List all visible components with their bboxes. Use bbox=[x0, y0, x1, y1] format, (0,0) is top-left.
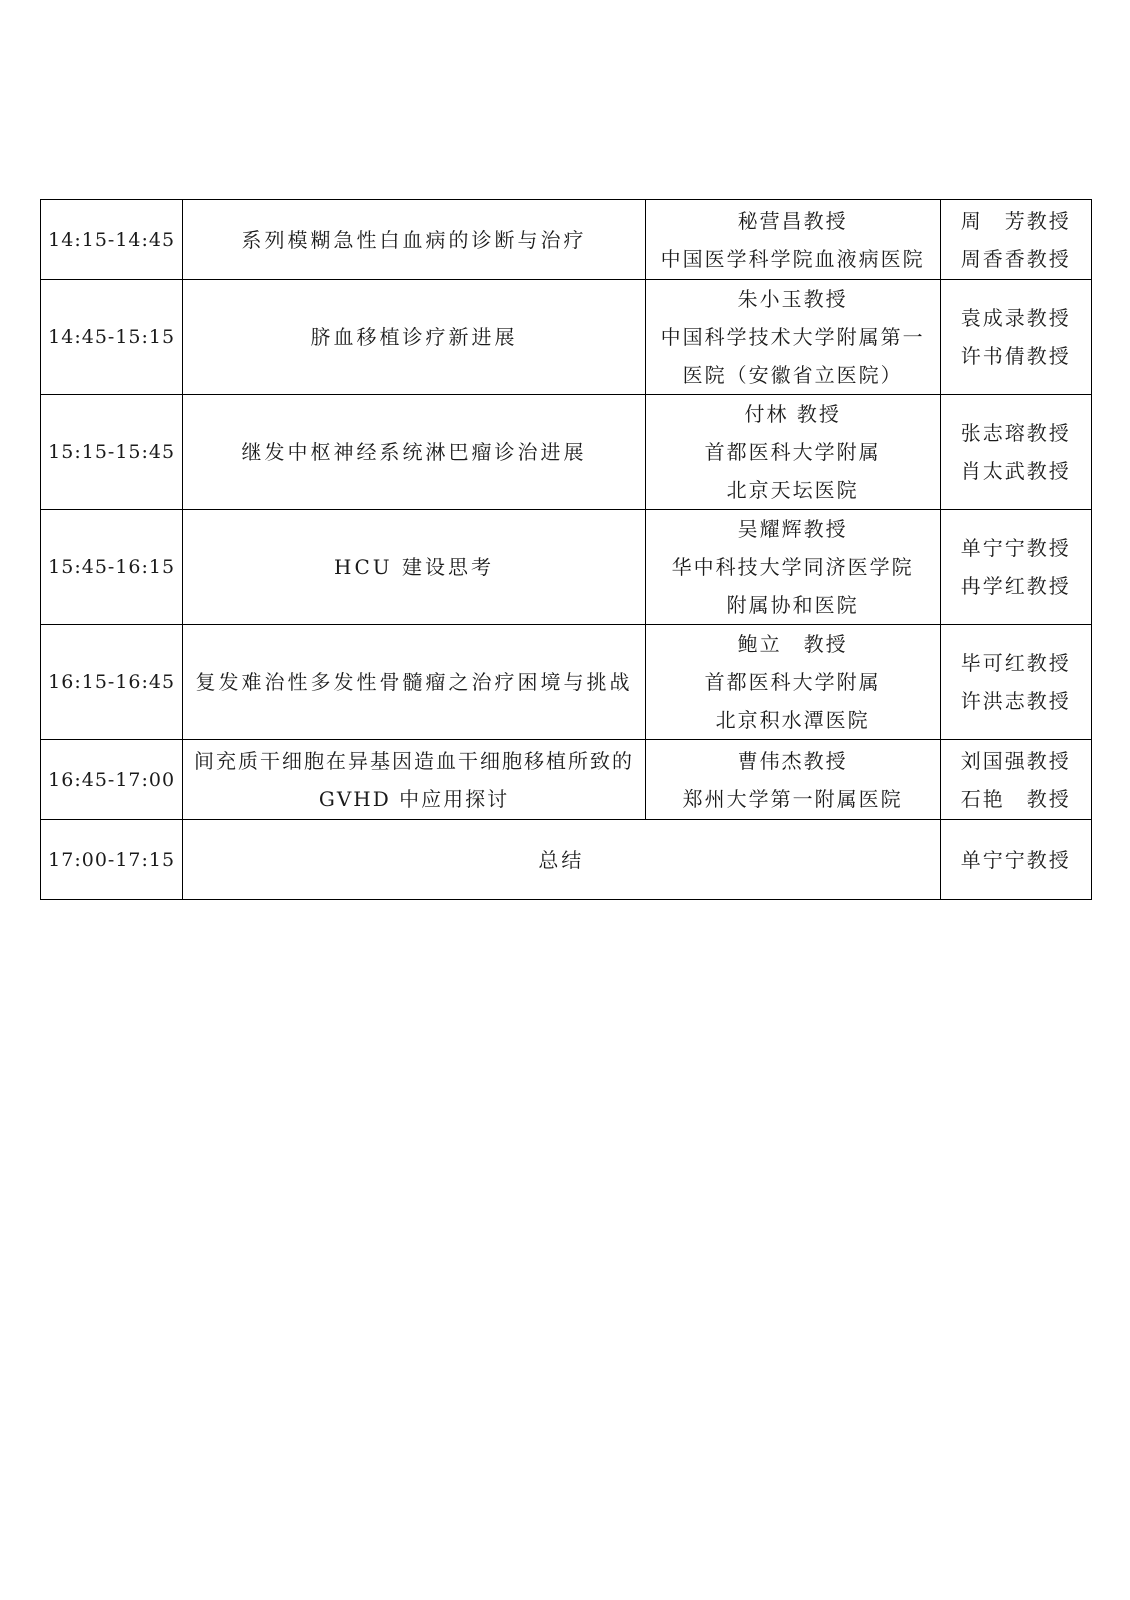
session-chairs: 刘国强教授 石艳 教授 bbox=[940, 740, 1091, 820]
schedule-row bbox=[41, 740, 1092, 820]
session-topic: 继发中枢神经系统淋巴瘤诊治进展 bbox=[183, 395, 645, 510]
schedule-row bbox=[41, 280, 1092, 395]
session-chairs: 单宁宁教授 冉学红教授 bbox=[940, 510, 1091, 625]
session-time: 16:15-16:45 bbox=[41, 625, 183, 740]
session-topic: 系列模糊急性白血病的诊断与治疗 bbox=[183, 200, 645, 280]
session-chairs: 周 芳教授 周香香教授 bbox=[940, 200, 1091, 280]
session-time: 16:45-17:00 bbox=[41, 740, 183, 820]
schedule-table bbox=[40, 199, 1092, 900]
closing-title: 总结 bbox=[183, 820, 940, 900]
session-chairs: 张志瑢教授 肖太武教授 bbox=[940, 395, 1091, 510]
session-time: 14:45-15:15 bbox=[41, 280, 183, 395]
session-topic: 复发难治性多发性骨髓瘤之治疗困境与挑战 bbox=[183, 625, 645, 740]
session-speaker: 朱小玉教授 中国科学技术大学附属第一 医院（安徽省立医院） bbox=[645, 280, 940, 395]
session-speaker: 鲍立 教授 首都医科大学附属 北京积水潭医院 bbox=[645, 625, 940, 740]
session-speaker: 秘营昌教授 中国医学科学院血液病医院 bbox=[645, 200, 940, 280]
session-topic: 间充质干细胞在异基因造血干细胞移植所致的 GVHD 中应用探讨 bbox=[183, 740, 645, 820]
session-speaker: 付林 教授 首都医科大学附属 北京天坛医院 bbox=[645, 395, 940, 510]
session-chairs: 毕可红教授 许洪志教授 bbox=[940, 625, 1091, 740]
session-chairs: 袁成录教授 许书倩教授 bbox=[940, 280, 1091, 395]
session-speaker: 吴耀辉教授 华中科技大学同济医学院 附属协和医院 bbox=[645, 510, 940, 625]
schedule-row bbox=[41, 510, 1092, 625]
schedule-row bbox=[41, 200, 1092, 280]
session-speaker: 曹伟杰教授 郑州大学第一附属医院 bbox=[645, 740, 940, 820]
session-time: 15:45-16:15 bbox=[41, 510, 183, 625]
session-time: 14:15-14:45 bbox=[41, 200, 183, 280]
session-time: 17:00-17:15 bbox=[41, 820, 183, 900]
schedule-row bbox=[41, 395, 1092, 510]
session-topic: 脐血移植诊疗新进展 bbox=[183, 280, 645, 395]
session-time: 15:15-15:45 bbox=[41, 395, 183, 510]
schedule-row bbox=[41, 625, 1092, 740]
schedule-row-closing bbox=[41, 820, 1092, 900]
session-topic: HCU 建设思考 bbox=[183, 510, 645, 625]
session-chairs: 单宁宁教授 bbox=[940, 820, 1091, 900]
